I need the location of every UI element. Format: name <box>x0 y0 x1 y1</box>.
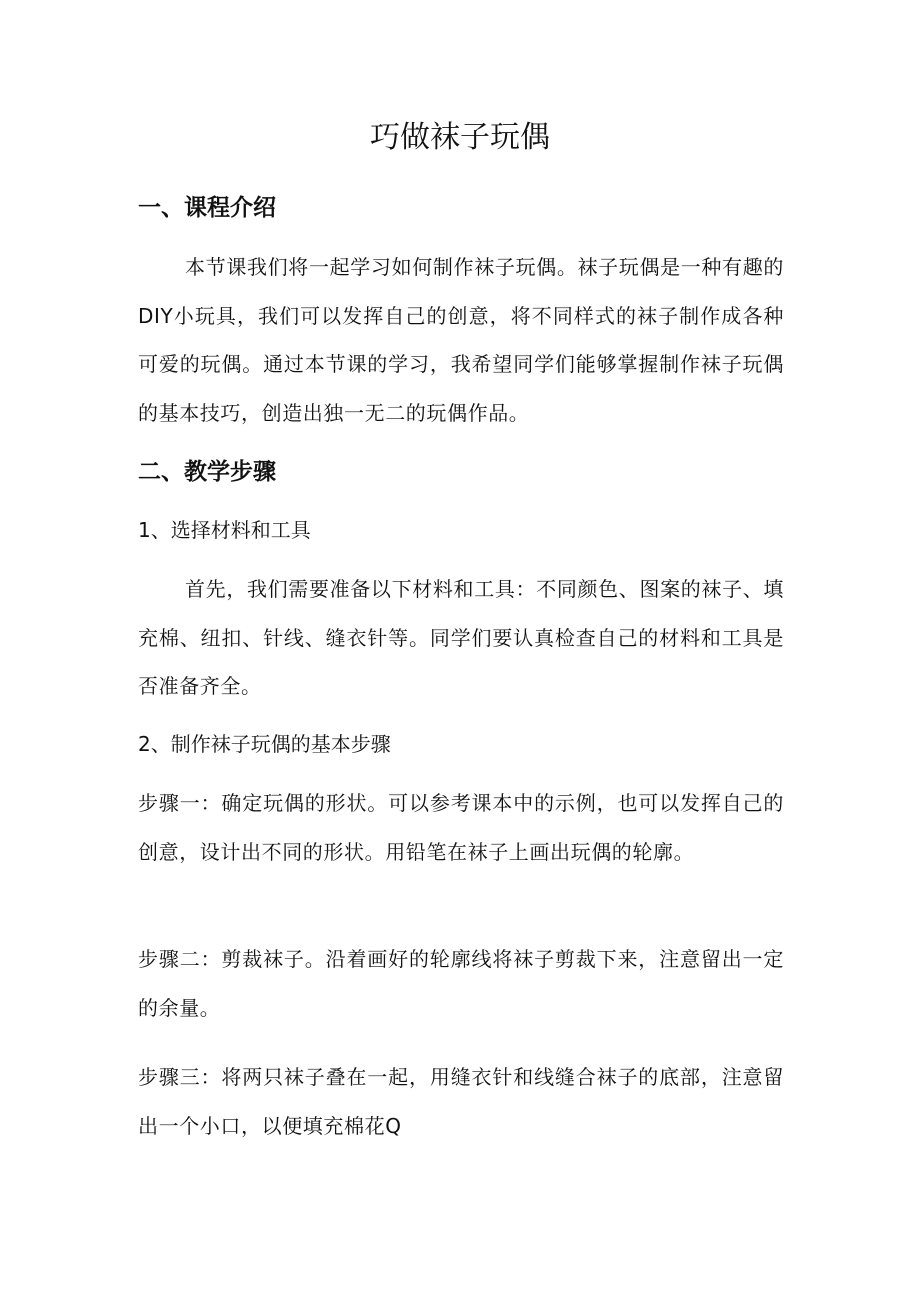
step-one-paragraph: 步骤一：确定玩偶的形状。可以参考课本中的示例，也可以发挥自己的创意，设计出不同的形状。用铅笔在袜子上画出玩偶的轮廓。 <box>138 791 784 864</box>
subheading-materials: 1、选择材料和工具 <box>138 518 311 542</box>
step-three-paragraph: 步骤三：将两只袜子叠在一起，用缝衣针和线缝合袜子的底部，注意留出一个小口，以便填充棉花Q <box>138 1065 784 1138</box>
section-heading-course-intro: 一、课程介绍 <box>138 195 276 221</box>
section-heading-teaching-steps: 二、教学步骤 <box>138 459 276 485</box>
materials-paragraph: 首先，我们需要准备以下材料和工具：不同颜色、图案的袜子、填充棉、纽扣、针线、缝衣针等。同学们要认真检查自己的材料和工具是否准备齐全。 <box>138 577 784 698</box>
step-two-paragraph: 步骤二：剪裁袜子。沿着画好的轮廓线将袜子剪裁下来，注意留出一定的余量。 <box>138 947 784 1020</box>
course-intro-paragraph: 本节课我们将一起学习如何制作袜子玩偶。袜子玩偶是一种有趣的DIY小玩具，我们可以发挥自己的创意，将不同样式的袜子制作成各种可爱的玩偶。通过本节课的学习，我希望同学们能够掌握制作袜子玩偶的基本技巧，创造出独一无二的玩偶作品。 <box>138 255 784 425</box>
document-title: 巧做袜子玩偶 <box>370 120 550 155</box>
subheading-basic-steps: 2、制作袜子玩偶的基本步骤 <box>138 732 391 756</box>
